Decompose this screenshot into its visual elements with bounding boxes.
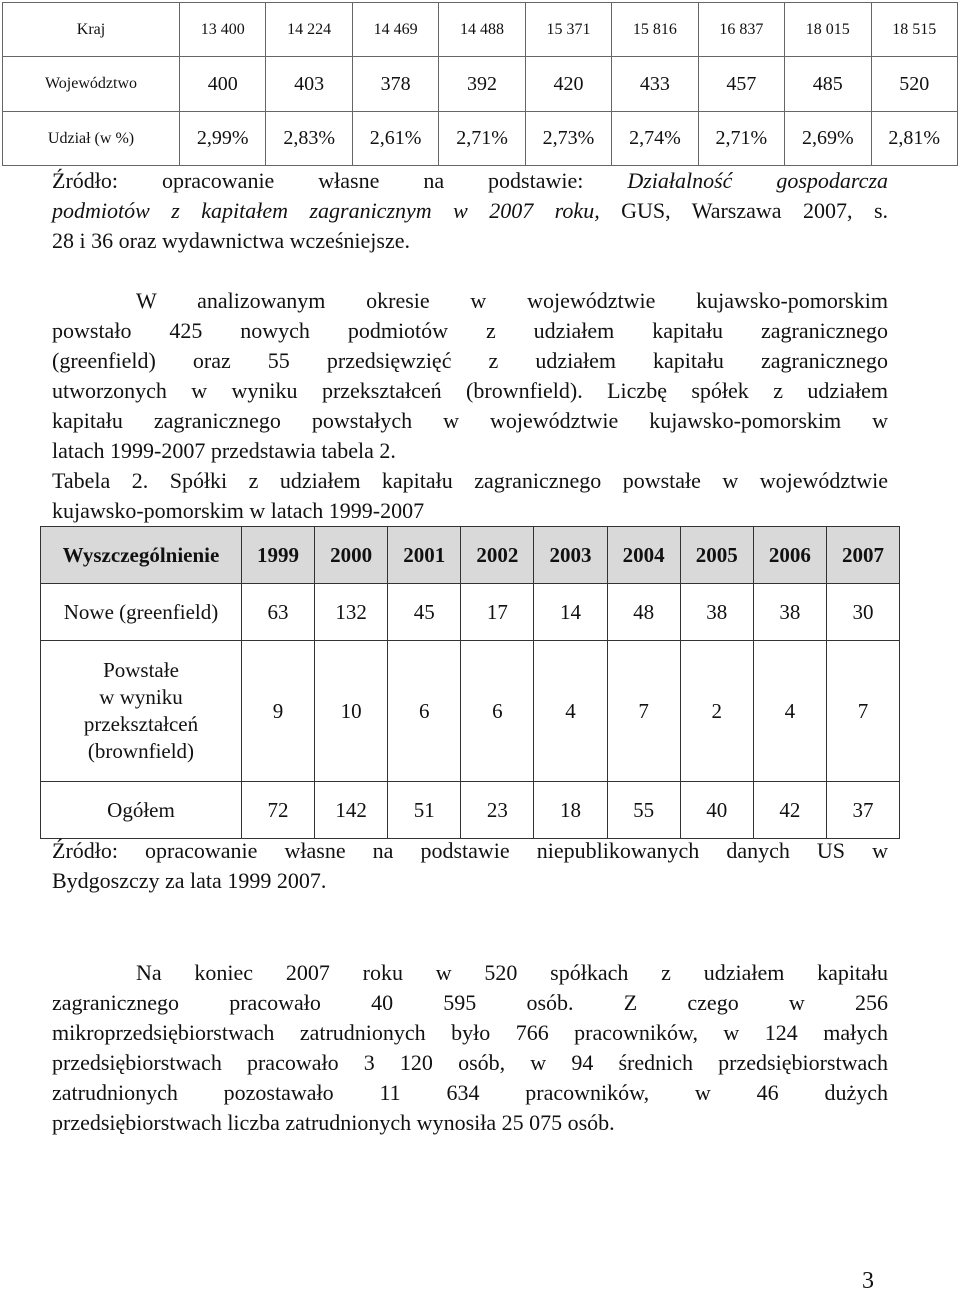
table-cell: 2,83% (266, 112, 352, 166)
table-row-udzial (3, 112, 958, 166)
column-header: 2001 (388, 527, 461, 584)
table-cell: 48 (607, 584, 680, 641)
table-cell: 2,81% (871, 112, 958, 166)
table-cell: 6 (461, 641, 534, 782)
table-cell: 2,99% (180, 112, 266, 166)
table-cell: 37 (826, 782, 899, 839)
column-header: 2007 (826, 527, 899, 584)
table-cell: 45 (388, 584, 461, 641)
row-label-line: w wyniku (99, 685, 183, 709)
column-header: Wyszczególnienie (41, 527, 242, 584)
table-cell: 14 (534, 584, 607, 641)
table-cell: 42 (753, 782, 826, 839)
table-cell: 457 (698, 57, 784, 112)
caption-line: kujawsko-pomorskim w latach 1999-2007 (52, 498, 425, 523)
source-note-line (52, 196, 888, 226)
table-cell: 485 (785, 57, 871, 112)
source-note-line: Bydgoszczy za lata 1999 2007. (52, 868, 327, 893)
table-cell: 2,69% (785, 112, 871, 166)
column-header: 2004 (607, 527, 680, 584)
foreign-capital-companies-table (2, 2, 958, 166)
row-label-line: (brownfield) (87, 739, 195, 763)
paragraph-line: przedsiębiorstwach liczba zatrudnionych wynosiła 25 075 osób. (52, 1110, 615, 1135)
table-cell: 40 (680, 782, 753, 839)
table-cell: 2,74% (612, 112, 698, 166)
column-header: 2002 (461, 527, 534, 584)
paragraph-line: Na koniec 2007 roku w 520 spółkach z udziałem kapitału (136, 960, 888, 985)
table-cell: 2,71% (698, 112, 784, 166)
table-cell: 142 (315, 782, 388, 839)
table-cell: 63 (242, 584, 315, 641)
page-number: 3 (862, 1268, 874, 1294)
row-label: Udział (w %) (3, 112, 180, 166)
table-cell: 4 (753, 641, 826, 782)
table-cell: 18 (534, 782, 607, 839)
table-cell: 14 224 (266, 3, 352, 57)
table-cell: 72 (242, 782, 315, 839)
caption-line: Tabela 2. Spółki z udziałem kapitału zagranicznego powstałe w województwie (52, 468, 888, 493)
source-note-line (52, 166, 888, 196)
row-label-line: przekształceń (83, 712, 199, 736)
table-row-brownfield (41, 641, 900, 782)
table-cell: 420 (525, 57, 611, 112)
table-cell: 15 816 (612, 3, 698, 57)
table-cell: 2,61% (352, 112, 438, 166)
table-cell: 378 (352, 57, 438, 112)
column-header: 1999 (242, 527, 315, 584)
table-cell: 18 015 (785, 3, 871, 57)
table-cell: 132 (315, 584, 388, 641)
paragraph-line: powstało 425 nowych podmiotów z udziałem kapitału zagranicznego (52, 318, 888, 343)
table-cell: 403 (266, 57, 352, 112)
paragraph-analysis (52, 286, 888, 466)
table-row-greenfield (41, 584, 900, 641)
table-row-kraj (3, 3, 958, 57)
row-label: Województwo (3, 57, 180, 112)
table-row-total (41, 782, 900, 839)
table-cell: 15 371 (525, 3, 611, 57)
row-label: Kraj (3, 3, 180, 57)
table-cell: 55 (607, 782, 680, 839)
table-cell: 2,73% (525, 112, 611, 166)
column-header: 2005 (680, 527, 753, 584)
source-prefix: Źródło: opracowanie własne na podstawie: (52, 168, 628, 193)
table-cell: 7 (826, 641, 899, 782)
table-cell: 4 (534, 641, 607, 782)
row-label (41, 641, 242, 782)
paragraph-employment (52, 958, 888, 1138)
table-header-row (41, 527, 900, 584)
table-cell: 23 (461, 782, 534, 839)
row-label: Nowe (greenfield) (41, 584, 242, 641)
table-cell: 16 837 (698, 3, 784, 57)
source-note-1 (52, 166, 888, 256)
source-note-2 (52, 836, 888, 896)
table-cell: 433 (612, 57, 698, 112)
table-cell: 6 (388, 641, 461, 782)
paragraph-line: latach 1999-2007 przedstawia tabela 2. (52, 438, 396, 463)
table-cell: 51 (388, 782, 461, 839)
table-cell: 400 (180, 57, 266, 112)
paragraph-line: zatrudnionych pozostawało 11 634 pracowników, w 46 dużych (52, 1080, 888, 1105)
table-cell: 13 400 (180, 3, 266, 57)
table-cell: 2 (680, 641, 753, 782)
column-header: 2003 (534, 527, 607, 584)
table-cell: 10 (315, 641, 388, 782)
paragraph-line: przedsiębiorstwach pracowało 3 120 osób, w 94 średnich przedsiębiorstwach (52, 1050, 888, 1075)
source-publisher: GUS, Warszawa 2007, s. (599, 198, 889, 223)
table-cell: 38 (680, 584, 753, 641)
paragraph-line: mikroprzedsiębiorstwach zatrudnionych było 766 pracowników, w 124 małych (52, 1020, 888, 1045)
table-cell: 18 515 (871, 3, 958, 57)
table-cell: 38 (753, 584, 826, 641)
table-cell: 14 469 (352, 3, 438, 57)
column-header: 2000 (315, 527, 388, 584)
source-note-line: 28 i 36 oraz wydawnictwa wcześniejsze. (52, 228, 410, 253)
paragraph-line: W analizowanym okresie w województwie kujawsko-pomorskim (136, 288, 888, 313)
column-header: 2006 (753, 527, 826, 584)
table-cell: 14 488 (439, 3, 525, 57)
table-cell: 392 (439, 57, 525, 112)
table-cell: 520 (871, 57, 958, 112)
paragraph-line: (greenfield) oraz 55 przedsięwzięć z udziałem kapitału zagranicznego (52, 348, 888, 373)
table-cell: 9 (242, 641, 315, 782)
companies-by-year-table (40, 526, 900, 839)
paragraph-line: kapitału zagranicznego powstałych w województwie kujawsko-pomorskim w (52, 408, 888, 433)
source-title-italic: podmiotów z kapitałem zagranicznym w 2007 roku, (52, 198, 600, 223)
row-label: Ogółem (41, 782, 242, 839)
table-row-wojewodztwo (3, 57, 958, 112)
paragraph-line: utworzonych w wyniku przekształceń (brownfield). Liczbę spółek z udziałem (52, 378, 888, 403)
table-cell: 30 (826, 584, 899, 641)
source-title-italic: Działalność gospodarcza (627, 168, 889, 193)
table-cell: 7 (607, 641, 680, 782)
table-caption (52, 466, 888, 526)
paragraph-line: zagranicznego pracowało 40 595 osób. Z czego w 256 (52, 990, 888, 1015)
table-cell: 17 (461, 584, 534, 641)
source-note-line: Źródło: opracowanie własne na podstawie niepublikowanych danych US w (52, 838, 888, 863)
row-label-line: Powstałe (103, 658, 179, 682)
table-cell: 2,71% (439, 112, 525, 166)
